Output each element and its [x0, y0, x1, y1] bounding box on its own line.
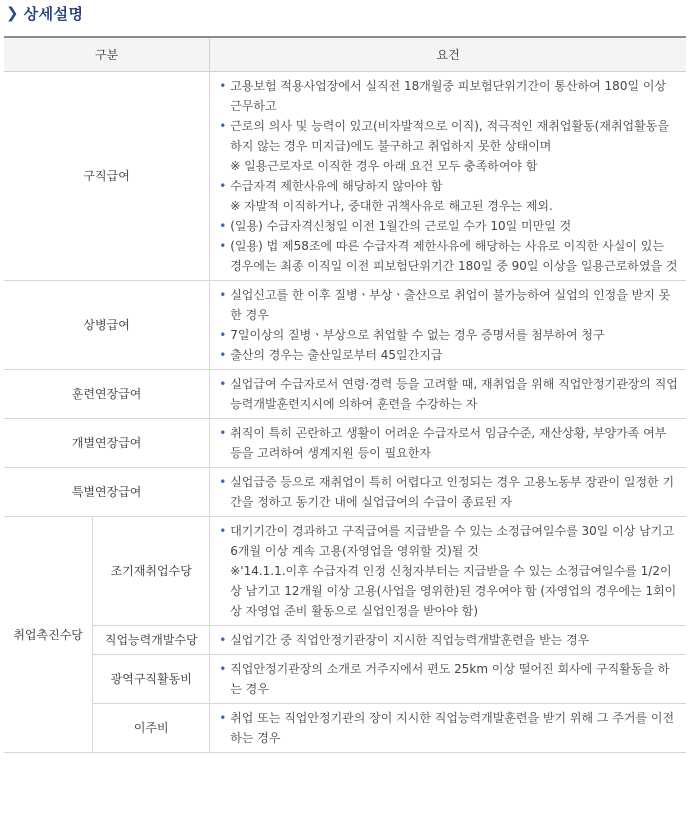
requirement-text: ※ 일용근로자로 이직한 경우 아래 요건 모두 충족하여야 함 — [230, 159, 538, 173]
requirement-list — [218, 374, 678, 414]
row-content — [210, 468, 686, 517]
requirement-text: 출산의 경우는 출산일로부터 45일간지급 — [230, 348, 443, 362]
bullet-icon: • — [219, 662, 227, 676]
requirement-list — [218, 423, 678, 463]
bullet-icon: • — [219, 119, 227, 133]
row-content — [210, 72, 686, 281]
bullet-icon: • — [219, 475, 227, 489]
requirement-list — [218, 472, 678, 512]
details-table — [4, 36, 686, 753]
table-header-row — [4, 37, 686, 72]
row-content — [210, 281, 686, 370]
requirement-text: 취업 또는 직업안정기관의 장이 지시한 직업능력개발훈련을 받기 위해 그 주거를 이전하는 경우 — [230, 711, 675, 745]
table-row — [4, 626, 686, 655]
row-content — [210, 655, 686, 704]
row-label: 구직급여 — [4, 72, 210, 281]
requirement-text: ※'14.1.1.이후 수급자격 인정 신청자부터는 지급받을 수 있는 소정급여일수를 1/2이상 남기고 12개월 이상 고용(사업을 영위한)된 경우여야 함 (자영업의 경우에는 1회이상 자영업 준비 활동으로 실업인정을 받아야 함) — [230, 564, 677, 618]
table-row — [4, 72, 686, 281]
requirement-item — [218, 345, 678, 365]
requirement-text: 실업신고를 한 이후 질병ㆍ부상ㆍ출산으로 취업이 불가능하여 실업의 인정을 받지 못한 경우 — [230, 288, 671, 322]
requirement-text: 근로의 의사 및 능력이 있고(비자발적으로 이직), 적극적인 재취업활동(재취업활동을 하지 않는 경우 미지급)에도 불구하고 취업하지 못한 상태이며 — [230, 119, 669, 153]
requirement-item — [218, 374, 678, 414]
requirement-text: 실업급여 수급자로서 연령·경력 등을 고려할 때, 재취업을 위해 직업안정기관장의 직업능력개발훈련지시에 의하여 훈련을 수강하는 자 — [230, 377, 678, 411]
section-heading — [6, 0, 84, 26]
bullet-icon: • — [219, 711, 227, 725]
requirement-list — [218, 76, 678, 276]
row-content — [210, 704, 686, 753]
requirement-item — [218, 176, 678, 196]
requirement-text: (일용) 법 제58조에 따른 수급자격 제한사유에 해당하는 사유로 이직한 사실이 있는 경우에는 최종 이직일 이전 피보험단위기간 180일 중 90일 이상을 일용근로하였을 것 — [230, 239, 678, 273]
table-row — [4, 655, 686, 704]
bullet-icon: • — [219, 219, 227, 233]
table-row — [4, 370, 686, 419]
requirement-item — [218, 116, 678, 156]
bullet-icon: • — [219, 239, 227, 253]
requirement-note — [218, 561, 678, 621]
requirement-text: 직업안정기관장의 소개로 거주지에서 편도 25km 이상 떨어진 회사에 구직활동을 하는 경우 — [230, 662, 670, 696]
row-label: 특별연장급여 — [4, 468, 210, 517]
section-title: 상세설명 — [23, 4, 84, 23]
requirement-text: 실업기간 중 직업안정기관장이 지시한 직업능력개발훈련을 받는 경우 — [230, 633, 590, 647]
header-requirements: 요건 — [210, 37, 686, 72]
subrow-label: 조기재취업수당 — [93, 517, 210, 626]
table-row — [4, 704, 686, 753]
bullet-icon: • — [219, 633, 227, 647]
requirement-text: 취직이 특히 곤란하고 생활이 어려운 수급자로서 임금수준, 재산상황, 부양가족 여부 등을 고려하여 생계지원 등이 필요한자 — [230, 426, 667, 460]
requirement-text: 7일이상의 질병ㆍ부상으로 취업할 수 없는 경우 증명서를 첨부하여 청구 — [230, 328, 605, 342]
requirement-note — [218, 156, 678, 176]
requirement-item — [218, 708, 678, 748]
bullet-icon: • — [219, 328, 227, 342]
requirement-list — [218, 630, 678, 650]
row-label: 훈련연장급여 — [4, 370, 210, 419]
table-row — [4, 419, 686, 468]
bullet-icon: • — [219, 426, 227, 440]
requirement-item — [218, 472, 678, 512]
requirement-item — [218, 216, 678, 236]
row-label: 상병급여 — [4, 281, 210, 370]
requirement-text: 고용보험 적용사업장에서 실직전 18개월중 피보험단위기간이 통산하여 180일 이상 근무하고 — [230, 79, 667, 113]
requirement-text: ※ 자발적 이직하거나, 중대한 귀책사유로 해고된 경우는 제외. — [230, 199, 553, 213]
requirement-item — [218, 236, 678, 276]
requirement-text: 대기기간이 경과하고 구직급여를 지급받을 수 있는 소정급여일수를 30일 이상 남기고 6개월 이상 계속 고용(자영업을 영위할 것)될 것 — [230, 524, 674, 558]
requirement-list — [218, 521, 678, 621]
row-content — [210, 419, 686, 468]
requirement-item — [218, 325, 678, 345]
requirement-item — [218, 285, 678, 325]
requirement-note — [218, 196, 678, 216]
header-category: 구분 — [4, 37, 210, 72]
table-row — [4, 468, 686, 517]
row-content — [210, 517, 686, 626]
requirement-item — [218, 659, 678, 699]
group-label: 취업촉진수당 — [4, 517, 93, 753]
requirement-item — [218, 630, 678, 650]
bullet-icon: • — [219, 179, 227, 193]
table-row — [4, 281, 686, 370]
requirement-item — [218, 521, 678, 561]
requirement-text: 수급자격 제한사유에 해당하지 않아야 함 — [230, 179, 443, 193]
requirement-list — [218, 659, 678, 699]
subrow-label: 광역구직활동비 — [93, 655, 210, 704]
bullet-icon: • — [219, 377, 227, 391]
requirement-list — [218, 708, 678, 748]
bullet-icon: • — [219, 524, 227, 538]
requirement-text: 실업급증 등으로 재취업이 특히 어렵다고 인정되는 경우 고용노동부 장관이 일정한 기간을 정하고 동기간 내에 실업급여의 수급이 종료된 자 — [230, 475, 675, 509]
requirement-item — [218, 423, 678, 463]
bullet-icon: • — [219, 79, 227, 93]
requirement-list — [218, 285, 678, 365]
subrow-label: 직업능력개발수당 — [93, 626, 210, 655]
row-label: 개별연장급여 — [4, 419, 210, 468]
table-row — [4, 517, 686, 626]
bullet-icon: • — [219, 288, 227, 302]
requirement-item — [218, 76, 678, 116]
subrow-label: 이주비 — [93, 704, 210, 753]
row-content — [210, 370, 686, 419]
row-content — [210, 626, 686, 655]
bullet-icon: • — [219, 348, 227, 362]
chevron-right-icon: ❯ — [6, 4, 19, 22]
requirement-text: (일용) 수급자격신청일 이전 1월간의 근로일 수가 10일 미만일 것 — [230, 219, 572, 233]
